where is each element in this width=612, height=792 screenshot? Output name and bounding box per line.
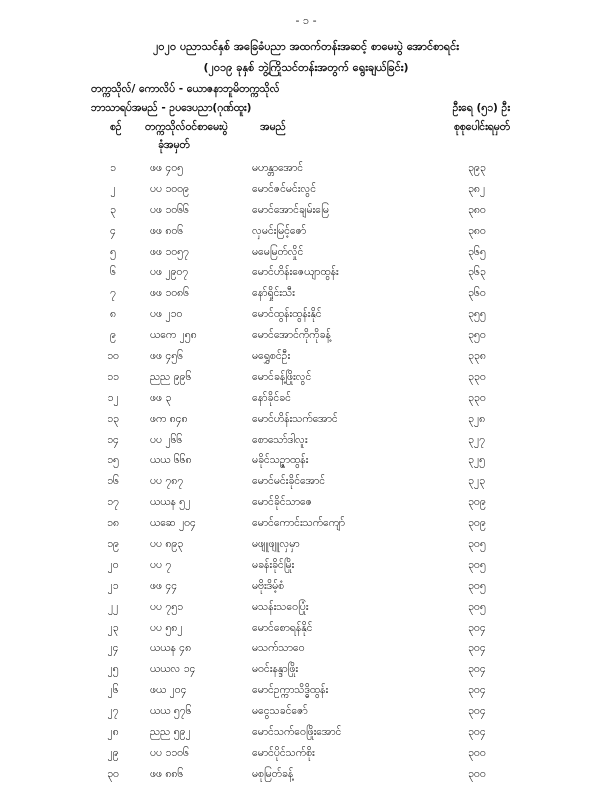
row-number: ၁၁ bbox=[107, 370, 119, 383]
student-name: မောင်စောရန်နိုင် bbox=[252, 621, 313, 634]
total-marks: ၃၆၅ bbox=[468, 245, 486, 258]
row-number: ၂၇ bbox=[107, 705, 119, 718]
total-marks: ၃၅၀ bbox=[468, 329, 486, 342]
roll-number: ပပ ၂၆၆ bbox=[150, 433, 183, 446]
student-name: နော်ခိုင်ခင် bbox=[252, 391, 291, 404]
table-row bbox=[0, 622, 612, 643]
row-number: ၂ bbox=[110, 182, 116, 195]
student-name: မမေမြတ်လှိုင် bbox=[252, 245, 304, 258]
roll-number: ဖဖ ၄၅၆ bbox=[150, 350, 184, 363]
roll-number: ယယန ၅၂ bbox=[150, 496, 191, 509]
document-title: ၂၀၂၀ ပညာသင်နှစ် အခြေခံပညာ အထက်တန်းအဆင့် စာမေးပွဲ အောင်စာရင်း bbox=[152, 40, 460, 53]
total-marks: ၃၃၀ bbox=[468, 370, 486, 383]
student-name: မောင်အောင်ကိုကိုခန့် bbox=[252, 329, 331, 342]
total-marks: ၃၈၀ bbox=[468, 224, 486, 237]
table-row bbox=[0, 162, 612, 183]
table-row bbox=[0, 768, 612, 789]
roll-number: ညည ၅၉၂ bbox=[150, 726, 191, 739]
row-number: ၂၆ bbox=[107, 684, 119, 697]
results-table bbox=[0, 162, 612, 789]
table-row bbox=[0, 266, 612, 287]
total-marks: ၃၂၃ bbox=[468, 475, 485, 488]
student-name: မသက်သာဝေ bbox=[252, 642, 305, 655]
row-number: ၁၅ bbox=[107, 454, 119, 467]
table-row bbox=[0, 726, 612, 747]
table-row bbox=[0, 246, 612, 267]
row-number: ၂၂ bbox=[107, 600, 119, 613]
total-marks: ၃၃၈ bbox=[468, 350, 486, 363]
table-row bbox=[0, 684, 612, 705]
total-marks: ၃၅၅ bbox=[468, 308, 486, 321]
table-row bbox=[0, 747, 612, 768]
total-marks: ၃၀၄ bbox=[468, 684, 486, 697]
row-number: ၅ bbox=[110, 245, 116, 258]
roll-number: ယယန ၄၈ bbox=[150, 642, 192, 655]
student-name: မောင်ဇင်မင်းလွင် bbox=[252, 182, 317, 195]
total-marks: ၃၈၀ bbox=[468, 203, 486, 216]
total-marks: ၃၆၃ bbox=[468, 266, 486, 279]
student-name: မစုမြတ်ခန့် bbox=[252, 767, 294, 780]
student-name: စောသော်ဒါလူး bbox=[252, 433, 308, 446]
row-number: ၄ bbox=[110, 224, 116, 237]
row-number: ၉ bbox=[110, 329, 116, 342]
student-name: မောင်ခိုင်သာဇေ bbox=[252, 496, 312, 509]
header-roll-number-line2: ခုံအမှတ် bbox=[158, 139, 190, 151]
row-number: ၂၀ bbox=[107, 558, 119, 571]
row-number: ၁၂ bbox=[107, 391, 119, 404]
student-name: မခန်းခိုင်မြိုး bbox=[252, 558, 295, 571]
table-row bbox=[0, 371, 612, 392]
document-subtitle: (၂၀၁၉ ခုနှစ် ဘွဲ့ကြိုသင်တန်းအတွက် ရွေးချယ်ခြင်း) bbox=[203, 61, 409, 74]
table-row bbox=[0, 601, 612, 622]
table-row bbox=[0, 225, 612, 246]
student-name: မောင်ဟိန်းသက်အောင် bbox=[252, 412, 338, 425]
row-number: ၂၅ bbox=[107, 663, 119, 676]
roll-number: ဖဖ ၄၄ bbox=[150, 579, 178, 592]
student-name: မောင်အောင်ချမ်းမြေ bbox=[252, 203, 329, 216]
total-marks: ၃၀၅ bbox=[468, 538, 486, 551]
table-row bbox=[0, 663, 612, 684]
table-row bbox=[0, 454, 612, 475]
header-no: စဉ် bbox=[110, 121, 122, 133]
roll-number: ပပ ၁၁၀၆ bbox=[150, 746, 189, 759]
roll-number: ယယ ၆၆၈ bbox=[150, 454, 192, 467]
total-marks: ၃၉၃ bbox=[468, 162, 486, 174]
student-name: မောင်မင်းခိုင်အောင် bbox=[252, 475, 326, 488]
roll-number: ဖဖ ၁၀၈၆ bbox=[150, 287, 190, 300]
total-marks: ၃၀၄ bbox=[468, 726, 486, 739]
table-row bbox=[0, 517, 612, 538]
row-number: ၁၈ bbox=[107, 517, 119, 530]
roll-number: ပပ ၁၀၀၉ bbox=[150, 182, 189, 195]
row-number: ၇ bbox=[110, 287, 116, 300]
table-row bbox=[0, 434, 612, 455]
row-number: ၃၀ bbox=[107, 767, 119, 780]
roll-number: ဖက ၈၄၈ bbox=[150, 412, 188, 425]
subject-label: ဘာသာရပ်အမည် - ဥပဒေပညာ(ဂုဏ်ထူး) bbox=[91, 102, 252, 114]
roll-number: ပပ ၇ bbox=[150, 558, 172, 571]
total-marks: ၃၀၅ bbox=[468, 579, 486, 592]
student-name: မရွှေစင်ဦး bbox=[252, 350, 291, 363]
total-marks: ၃၂၇ bbox=[468, 433, 485, 446]
student-name: မောင်ပိုင်သက်စိုး bbox=[252, 746, 315, 759]
student-name: မခိုင်သဉ္ဇာထွန်း bbox=[252, 454, 309, 467]
university-label: တက္ကသိုလ်/ ကောလိပ် - ယောဇနာဘူမိတက္ကသိုလ် bbox=[91, 83, 280, 95]
student-name: မောင်ကောင်းသက်ကျော် bbox=[252, 517, 346, 530]
row-number: ၂၈ bbox=[107, 726, 119, 739]
total-marks: ၃၀၄ bbox=[468, 642, 486, 655]
roll-number: ယယလ ၁၄ bbox=[150, 663, 196, 676]
roll-number: ပပ ၅၈၂ bbox=[150, 621, 183, 634]
table-row bbox=[0, 287, 612, 308]
roll-number: ညည ၉၉၆ bbox=[150, 370, 192, 383]
table-row bbox=[0, 475, 612, 496]
student-name: မငွေသခင်ဇော် bbox=[252, 705, 308, 718]
student-name: မဗိုးဒိမ့်စံ bbox=[252, 579, 285, 592]
row-number: ၆ bbox=[110, 266, 116, 279]
table-row bbox=[0, 183, 612, 204]
roll-number: ဖဖ ၄၀၅ bbox=[150, 162, 184, 174]
roll-number: ယကေ ၂၅၈ bbox=[150, 329, 197, 342]
roll-number: ဖယ ၂၀၄ bbox=[150, 684, 187, 697]
total-marks: ၃၀၄ bbox=[468, 621, 486, 634]
student-name: မောင်ဥက္ကာသိဒ္ဓိထွန်း bbox=[252, 684, 329, 697]
page-number: - ၁ - bbox=[295, 14, 317, 27]
student-name: မောင်ခန့်ဖြိုးလွင် bbox=[252, 370, 312, 383]
table-row bbox=[0, 705, 612, 726]
roll-number: ဖဖ ၈၈၆ bbox=[150, 767, 184, 780]
student-name: မောင်ဟိန်းဇေယျာထွန်း bbox=[252, 266, 339, 279]
student-name: မဟန္တာအောင် bbox=[252, 162, 304, 174]
table-row bbox=[0, 559, 612, 580]
header-name: အမည် bbox=[260, 121, 286, 133]
total-marks: ၃၃၀ bbox=[468, 391, 486, 404]
total-marks: ၃၀၀ bbox=[468, 746, 486, 759]
table-row bbox=[0, 496, 612, 517]
header-roll-number: တက္ကသိုလ်ဝင်စာမေးပွဲ bbox=[145, 121, 228, 133]
roll-number: ပဖ ၂၁၀ bbox=[150, 308, 183, 321]
total-marks: ၃၀၀ bbox=[468, 767, 486, 780]
table-row bbox=[0, 642, 612, 663]
student-name: မဝင်းနန္ဒာဖြိုး bbox=[252, 663, 298, 676]
total-marks: ၃၀၉ bbox=[468, 496, 486, 509]
roll-number: ဖဖ ၈၀၆ bbox=[150, 224, 184, 237]
row-number: ၂၁ bbox=[107, 579, 119, 592]
total-marks: ၃၂၈ bbox=[468, 412, 486, 425]
row-number: ၂၉ bbox=[107, 746, 119, 759]
roll-number: ဖဖ ၁၀၅၇ bbox=[150, 245, 189, 258]
row-number: ၁၆ bbox=[107, 475, 119, 488]
student-name: မောင်သက်ဝေဖြိုးအောင် bbox=[252, 726, 342, 739]
total-marks: ၃၀၅ bbox=[468, 600, 486, 613]
total-marks: ၃၀၉ bbox=[468, 517, 486, 530]
roll-number: ဖဖ ၃ bbox=[150, 391, 172, 404]
roll-number: ပဖ ၂၉၀၇ bbox=[150, 266, 189, 279]
student-name: မောင်ထွန်းထွန်းနိုင် bbox=[252, 308, 322, 321]
header-total-marks: စုစုပေါင်းရမှတ် bbox=[453, 121, 510, 133]
table-row bbox=[0, 308, 612, 329]
student-name: မသန်းသဝေပြုံး bbox=[252, 600, 309, 613]
roll-number: ပပ ၇၈၇ bbox=[150, 475, 184, 488]
table-row bbox=[0, 329, 612, 350]
roll-number: ပဖ ၁၀၆၆ bbox=[150, 203, 189, 216]
row-number: ၁ bbox=[110, 162, 116, 174]
total-marks: ၃၀၅ bbox=[468, 558, 486, 571]
table-row bbox=[0, 204, 612, 225]
table-row bbox=[0, 392, 612, 413]
student-name: လှမင်းမြင့်ဇော် bbox=[252, 224, 307, 237]
roll-number: ပပ ၈၉၃ bbox=[150, 538, 184, 551]
total-marks: ၃၂၅ bbox=[468, 454, 485, 467]
total-marks: ၃၆၀ bbox=[468, 287, 486, 300]
total-marks: ၃၀၄ bbox=[468, 663, 486, 676]
row-number: ၈ bbox=[110, 308, 116, 321]
roll-number: ပပ ၇၅၁ bbox=[150, 600, 184, 613]
row-number: ၁၄ bbox=[107, 433, 119, 446]
row-number: ၂၄ bbox=[107, 642, 119, 655]
row-number: ၃ bbox=[110, 203, 116, 216]
row-number: ၁၀ bbox=[107, 350, 119, 363]
row-number: ၁၃ bbox=[107, 412, 119, 425]
row-number: ၂၃ bbox=[107, 621, 119, 634]
student-name: မဖျူဖျူလှမှာ bbox=[252, 538, 300, 551]
table-row bbox=[0, 538, 612, 559]
total-marks: ၃၀၄ bbox=[468, 705, 486, 718]
table-row bbox=[0, 580, 612, 601]
roll-number: ယယ ၅၇၆ bbox=[150, 705, 192, 718]
table-row bbox=[0, 350, 612, 371]
student-name: နော်ရှိုင်းသီး bbox=[252, 287, 295, 300]
row-number: ၁၇ bbox=[107, 496, 119, 509]
roll-number: ယဆေ ၂၀၄ bbox=[150, 517, 196, 530]
row-number: ၁၉ bbox=[107, 538, 119, 551]
student-count: ဦးရေ (၅၁) ဦး bbox=[452, 102, 510, 114]
total-marks: ၃၈၂ bbox=[468, 182, 486, 195]
table-row bbox=[0, 413, 612, 434]
